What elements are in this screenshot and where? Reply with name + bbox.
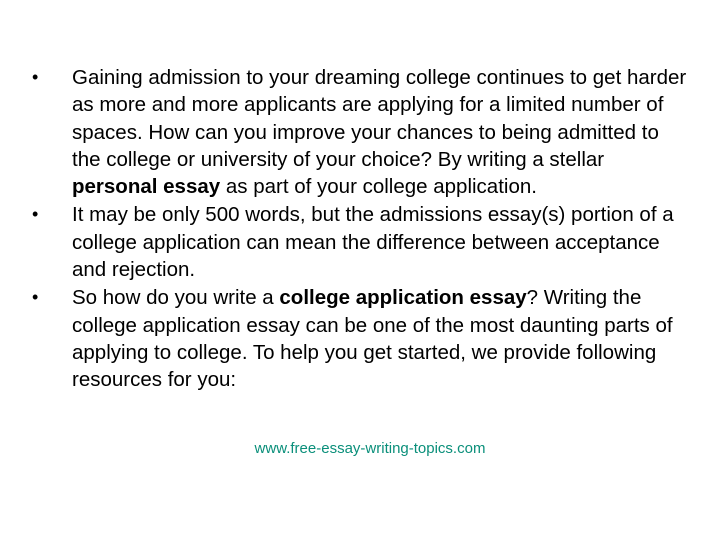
bullet-text: It may be only 500 words, but the admissions essay(s) portion of a college application can mean the difference between acceptance and rejection. (72, 203, 674, 282)
website-link[interactable]: www.free-essay-writing-topics.com (254, 440, 486, 457)
bullet-text: as part of your college application. (220, 175, 537, 199)
bullet-text: ? Writing the college application essay can be one of the most daunting parts of applying to college. To help you get started, we provide following resources for you: (72, 286, 673, 392)
bullet-item-admission (32, 64, 692, 200)
bullet-item-how-to-write (32, 284, 692, 393)
bullet-marker: • (32, 67, 39, 87)
bullet-emphasis: college application essay (279, 286, 527, 310)
bullet-marker: • (32, 204, 39, 225)
bullet-text: So how do you write a (72, 286, 280, 310)
bullet-emphasis: personal essay (72, 175, 221, 199)
bullet-list (32, 64, 692, 395)
bullet-text: Gaining admission to your dreaming college continues to get harder as more and more applicants are applying for a limited number of spaces. How can you improve your chances to being admitted to the college or university of your choice? By writing a stellar (72, 66, 687, 171)
bullet-marker: • (32, 287, 39, 308)
bullet-item-word-count (32, 201, 692, 283)
